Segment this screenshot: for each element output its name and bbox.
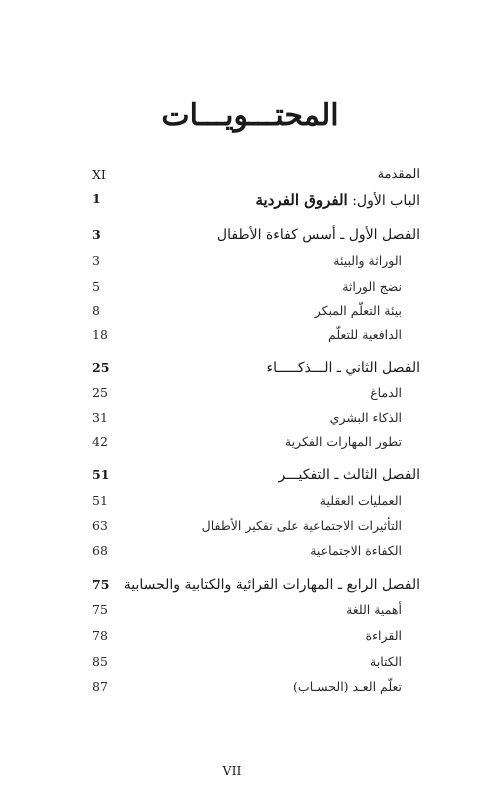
toc-entry-section (92, 543, 420, 567)
toc-entry-title: نضج الوراثة (342, 279, 402, 294)
toc-entry-section (92, 679, 420, 703)
toc-page-number: 75 (92, 577, 110, 592)
toc-entry-section (92, 628, 420, 652)
toc-entry-title: التأثيرات الاجتماعية على تفكير الأطفال (201, 518, 402, 533)
toc-entry-title: الفصل الثاني ـ الـــذكـــــاء (266, 360, 420, 376)
toc-entry-title: العمليات العقلية (319, 493, 402, 508)
toc-page-number: 25 (92, 385, 108, 400)
toc-entry-part (92, 191, 420, 215)
toc-entry-title: أهمية اللغة (346, 602, 402, 617)
toc-entry-chapter (92, 577, 420, 601)
toc-entry-section (92, 493, 420, 517)
toc-entry-title: الذكاء البشري (329, 410, 402, 425)
page-title: المحتـــويـــات (161, 98, 339, 133)
toc-page-number: 25 (92, 360, 110, 375)
toc-page-number: 51 (92, 493, 108, 508)
toc-entry-section (92, 253, 420, 277)
part-name: الفروق الفردية (255, 191, 348, 209)
toc-page-number: 5 (92, 279, 100, 294)
toc-entry-section (92, 410, 420, 434)
toc-entry-chapter (92, 360, 420, 384)
toc-page-number: XI (92, 167, 106, 182)
toc-entry-title: الفصل الثالث ـ التفكيـــر (278, 467, 420, 483)
toc-page-number: 85 (92, 654, 108, 669)
toc-entry-title: تعلّم العـد (الحسـاب) (293, 679, 402, 694)
toc-page-number: 63 (92, 518, 108, 533)
toc-entry-chapter (92, 227, 420, 251)
toc-entry-title: المقدمة (377, 167, 420, 182)
toc-page-number: 8 (92, 303, 100, 318)
toc-entry-section (92, 385, 420, 409)
toc-page-number: 31 (92, 410, 108, 425)
toc-page-number: 3 (92, 227, 101, 242)
toc-entry-title: الكفاءة الاجتماعية (310, 543, 402, 558)
toc-entry-title: الفصل الأول ـ أسس كفاءة الأطفال (216, 227, 420, 243)
toc-page-number: 18 (92, 327, 108, 342)
toc-entry-section (92, 327, 420, 351)
toc-entry-title: الدماغ (370, 385, 402, 400)
toc-entry-intro (92, 167, 420, 191)
toc-entry-section (92, 279, 420, 303)
toc-page-number: 87 (92, 679, 108, 694)
toc-entry-section (92, 303, 420, 327)
toc-entry-title: الكتابة (370, 654, 402, 669)
toc-entry-section (92, 518, 420, 542)
part-label: الباب الأول: (352, 193, 420, 209)
toc-entry-title: بيئة التعلّم المبكر (314, 303, 402, 318)
toc-entry-title (256, 191, 420, 209)
toc-page-number: 78 (92, 628, 108, 643)
toc-page-number: 75 (92, 602, 108, 617)
toc-entry-title: تطور المهارات الفكرية (284, 434, 402, 449)
toc-entry-title: القراءة (365, 628, 402, 643)
toc-entry-section (92, 654, 420, 678)
toc-page-number: 3 (92, 253, 100, 268)
toc-entry-title: الفصل الرابع ـ المهارات القرائية والكتابية والحسابية (123, 577, 420, 593)
toc-page-number: 42 (92, 434, 108, 449)
toc-entry-chapter (92, 467, 420, 491)
page-number-footer: VII (222, 763, 242, 778)
toc-page-number: 68 (92, 543, 108, 558)
toc-page-number: 51 (92, 467, 110, 482)
toc-entry-title: الوراثة والبيئة (333, 253, 402, 268)
toc-entry-title: الدافعية للتعلّم (328, 327, 402, 342)
toc-page-number: 1 (92, 191, 101, 206)
toc-entry-section (92, 434, 420, 458)
toc-entry-section (92, 602, 420, 626)
